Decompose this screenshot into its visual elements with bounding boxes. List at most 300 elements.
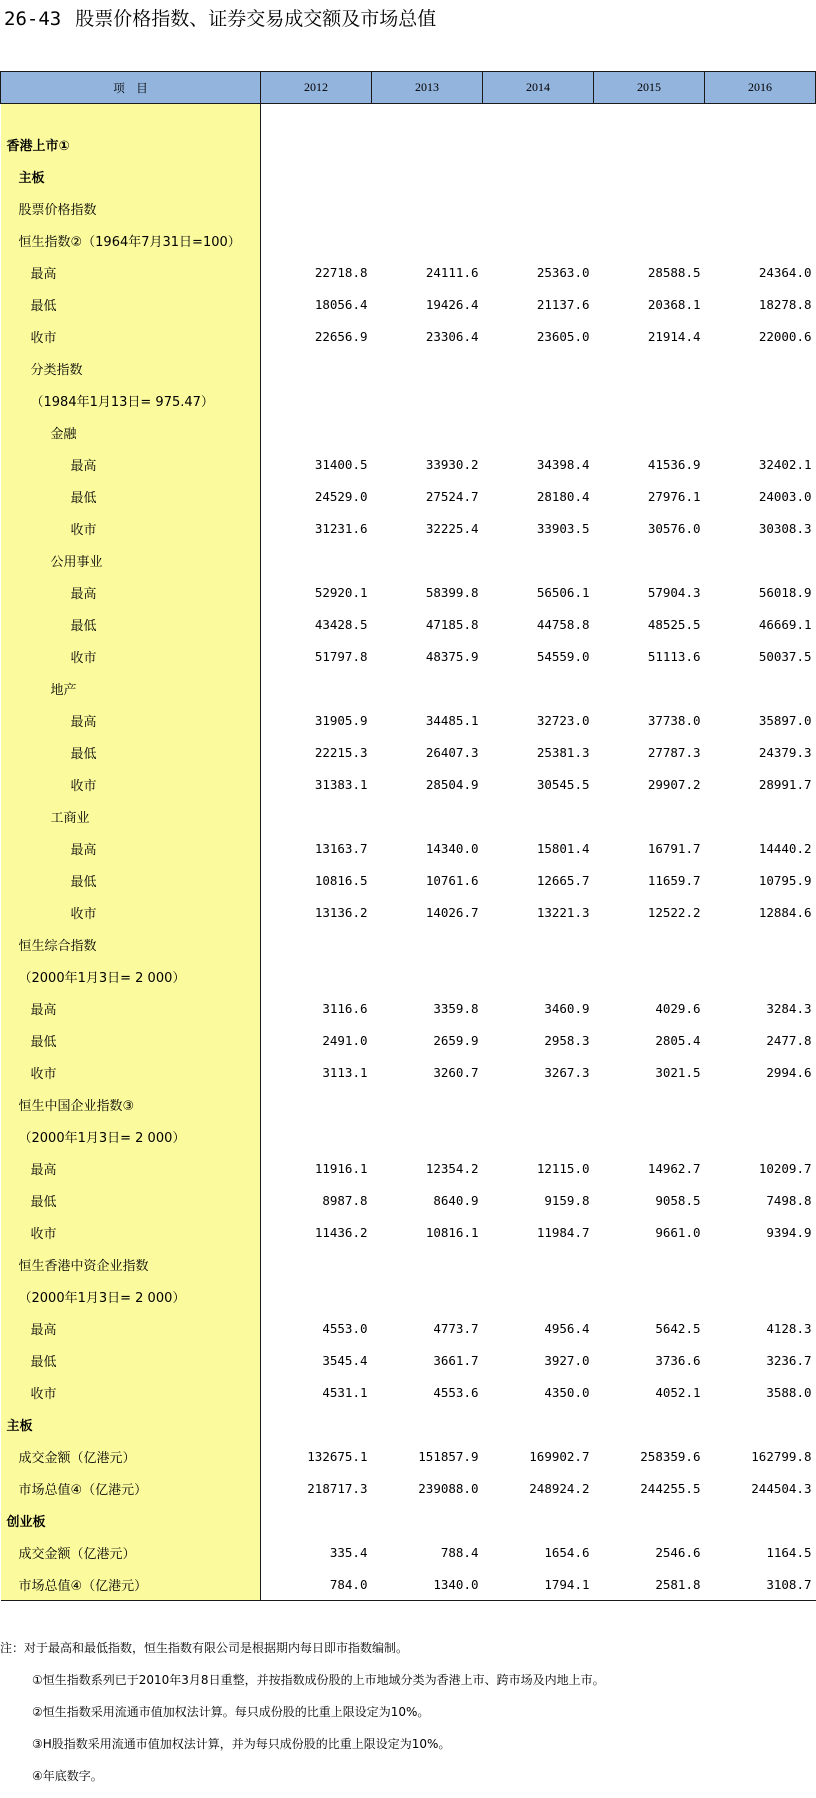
value-cell [483, 1248, 594, 1280]
value-cell: 4052.1 [655, 1384, 701, 1400]
table-row [1, 1216, 816, 1248]
table-row [1, 928, 816, 960]
value-cell: 56018.9 [758, 584, 812, 600]
page-title [4, 4, 436, 31]
value-cell: 2994.6 [766, 1064, 812, 1080]
value-cell: 4029.6 [655, 1000, 701, 1016]
value-cell [372, 160, 483, 192]
value-cell: 2805.4 [655, 1032, 701, 1048]
table-row [1, 1408, 816, 1440]
value-cell: 4773.7 [433, 1320, 479, 1336]
value-cell: 51797.8 [314, 648, 368, 664]
table-row [1, 192, 816, 224]
table-row [1, 992, 816, 1024]
row-label: （2000年1月3日= 2 000） [1, 960, 261, 992]
value-cell: 3661.7 [433, 1352, 479, 1368]
value-cell: 23306.4 [425, 328, 479, 344]
value-cell [483, 160, 594, 192]
header-year-2015: 2015 [594, 72, 705, 104]
table-row [1, 672, 816, 704]
value-cell: 4350.0 [544, 1384, 590, 1400]
value-cell [594, 960, 705, 992]
value-cell [705, 128, 816, 160]
value-cell: 9394.9 [766, 1224, 812, 1240]
value-cell [705, 1280, 816, 1312]
value-cell: 27524.7 [425, 488, 479, 504]
footnote-4: ④年底数字。 [32, 1769, 103, 1783]
value-cell [372, 960, 483, 992]
value-cell [483, 224, 594, 256]
spacer-label-cell [1, 104, 261, 129]
value-cell [261, 1504, 372, 1536]
value-cell [705, 416, 816, 448]
value-cell: 3260.7 [433, 1064, 479, 1080]
row-label: 恒生香港中资企业指数 [1, 1248, 261, 1280]
table-row [1, 448, 816, 480]
value-cell [594, 192, 705, 224]
value-cell: 21914.4 [647, 328, 701, 344]
table-row [1, 1312, 816, 1344]
spacer-cell [483, 104, 594, 129]
value-cell [483, 128, 594, 160]
value-cell: 30545.5 [536, 776, 590, 792]
spacer-cell [261, 104, 372, 129]
value-cell: 37738.0 [647, 712, 701, 728]
value-cell: 244255.5 [640, 1480, 701, 1496]
value-cell: 3116.6 [322, 1000, 368, 1016]
value-cell [594, 544, 705, 576]
value-cell [483, 1120, 594, 1152]
value-cell: 32402.1 [758, 456, 812, 472]
value-cell: 22718.8 [314, 264, 368, 280]
value-cell: 14340.0 [425, 840, 479, 856]
row-label: 最低 [1, 1024, 261, 1056]
row-label: 分类指数 [1, 352, 261, 384]
value-cell [705, 1408, 816, 1440]
value-cell: 3460.9 [544, 1000, 590, 1016]
value-cell: 10761.6 [425, 872, 479, 888]
header-item: 项 目 [1, 72, 261, 104]
value-cell: 8640.9 [433, 1192, 479, 1208]
value-cell: 3021.5 [655, 1064, 701, 1080]
value-cell: 29907.2 [647, 776, 701, 792]
value-cell: 54559.0 [536, 648, 590, 664]
row-label: 香港上市① [1, 128, 261, 160]
value-cell [594, 672, 705, 704]
table-row [1, 160, 816, 192]
value-cell [261, 1248, 372, 1280]
value-cell [372, 544, 483, 576]
value-cell: 5642.5 [655, 1320, 701, 1336]
value-cell [261, 352, 372, 384]
value-cell: 57904.3 [647, 584, 701, 600]
value-cell: 25363.0 [536, 264, 590, 280]
value-cell: 19426.4 [425, 296, 479, 312]
row-label: 市场总值④（亿港元） [1, 1568, 261, 1601]
table-row [1, 512, 816, 544]
value-cell [594, 224, 705, 256]
value-cell: 11659.7 [647, 872, 701, 888]
row-label: 收市 [1, 1056, 261, 1088]
value-cell: 9159.8 [544, 1192, 590, 1208]
value-cell [594, 800, 705, 832]
row-label: 收市 [1, 1376, 261, 1408]
value-cell: 34398.4 [536, 456, 590, 472]
header-row [1, 72, 816, 104]
value-cell: 33903.5 [536, 520, 590, 536]
value-cell [261, 224, 372, 256]
value-cell: 10209.7 [758, 1160, 812, 1176]
value-cell: 10816.1 [425, 1224, 479, 1240]
table-row [1, 832, 816, 864]
value-cell: 14962.7 [647, 1160, 701, 1176]
value-cell: 10795.9 [758, 872, 812, 888]
row-label: 最低 [1, 1184, 261, 1216]
value-cell [594, 1120, 705, 1152]
value-cell: 13221.3 [536, 904, 590, 920]
value-cell [594, 352, 705, 384]
table-row [1, 320, 816, 352]
value-cell: 21137.6 [536, 296, 590, 312]
value-cell [372, 800, 483, 832]
value-cell: 47185.8 [425, 616, 479, 632]
row-label: 最低 [1, 1344, 261, 1376]
value-cell: 4553.0 [322, 1320, 368, 1336]
value-cell: 28991.7 [758, 776, 812, 792]
value-cell: 31383.1 [314, 776, 368, 792]
spacer-cell [372, 104, 483, 129]
table-row [1, 384, 816, 416]
table-row [1, 1056, 816, 1088]
row-label: 主板 [1, 1408, 261, 1440]
row-label: 恒生综合指数 [1, 928, 261, 960]
value-cell [483, 800, 594, 832]
value-cell [705, 160, 816, 192]
value-cell [261, 128, 372, 160]
table-row [1, 224, 816, 256]
value-cell: 24529.0 [314, 488, 368, 504]
header-year-2013: 2013 [372, 72, 483, 104]
value-cell [372, 224, 483, 256]
value-cell: 35897.0 [758, 712, 812, 728]
row-label: 股票价格指数 [1, 192, 261, 224]
value-cell: 18278.8 [758, 296, 812, 312]
value-cell [483, 672, 594, 704]
value-cell: 31905.9 [314, 712, 368, 728]
value-cell [705, 960, 816, 992]
spacer-row [1, 104, 816, 129]
value-cell [261, 800, 372, 832]
row-label: 最高 [1, 1312, 261, 1344]
header-year-2014: 2014 [483, 72, 594, 104]
value-cell [483, 928, 594, 960]
table-row [1, 640, 816, 672]
value-cell: 1340.0 [372, 1568, 483, 1601]
value-cell: 3927.0 [544, 1352, 590, 1368]
row-label: 主板 [1, 160, 261, 192]
value-cell [705, 192, 816, 224]
table-row [1, 1504, 816, 1536]
value-cell: 23605.0 [536, 328, 590, 344]
value-cell [594, 160, 705, 192]
row-label: 地产 [1, 672, 261, 704]
value-cell [705, 384, 816, 416]
row-label: 收市 [1, 640, 261, 672]
value-cell [372, 384, 483, 416]
table-row [1, 704, 816, 736]
table-row [1, 736, 816, 768]
value-cell [372, 192, 483, 224]
row-label: （2000年1月3日= 2 000） [1, 1280, 261, 1312]
value-cell: 11436.2 [314, 1224, 368, 1240]
spacer-cell [594, 104, 705, 129]
value-cell: 48375.9 [425, 648, 479, 664]
table-row [1, 960, 816, 992]
value-cell: 3236.7 [766, 1352, 812, 1368]
value-cell [261, 928, 372, 960]
value-cell [483, 1408, 594, 1440]
row-label: 收市 [1, 320, 261, 352]
value-cell [594, 1504, 705, 1536]
row-label: 最低 [1, 736, 261, 768]
value-cell: 15801.4 [536, 840, 590, 856]
value-cell [372, 1248, 483, 1280]
value-cell: 9661.0 [655, 1224, 701, 1240]
value-cell [261, 960, 372, 992]
value-cell: 22000.6 [758, 328, 812, 344]
value-cell: 24379.3 [758, 744, 812, 760]
value-cell: 14440.2 [758, 840, 812, 856]
value-cell: 25381.3 [536, 744, 590, 760]
value-cell [705, 1248, 816, 1280]
value-cell: 52920.1 [314, 584, 368, 600]
value-cell: 2491.0 [322, 1032, 368, 1048]
value-cell [594, 416, 705, 448]
row-label: 恒生中国企业指数③ [1, 1088, 261, 1120]
value-cell: 28504.9 [425, 776, 479, 792]
value-cell: 335.4 [329, 1544, 368, 1560]
row-label: 最低 [1, 480, 261, 512]
value-cell: 1654.6 [544, 1544, 590, 1560]
value-cell: 22656.9 [314, 328, 368, 344]
value-cell [483, 960, 594, 992]
value-cell: 26407.3 [425, 744, 479, 760]
value-cell: 50037.5 [758, 648, 812, 664]
value-cell: 43428.5 [314, 616, 368, 632]
value-cell [483, 352, 594, 384]
value-cell: 11916.1 [314, 1160, 368, 1176]
value-cell: 27976.1 [647, 488, 701, 504]
row-label: 最高 [1, 448, 261, 480]
value-cell: 46669.1 [758, 616, 812, 632]
table-row [1, 1248, 816, 1280]
value-cell: 218717.3 [307, 1480, 368, 1496]
value-cell: 24364.0 [758, 264, 812, 280]
row-label: 最低 [1, 288, 261, 320]
value-cell [261, 1088, 372, 1120]
value-cell: 2546.6 [655, 1544, 701, 1560]
value-cell: 27787.3 [647, 744, 701, 760]
table-row [1, 1280, 816, 1312]
value-cell: 34485.1 [425, 712, 479, 728]
value-cell: 3284.3 [766, 1000, 812, 1016]
table-row [1, 1536, 816, 1568]
header-year-2012: 2012 [261, 72, 372, 104]
value-cell: 3267.3 [544, 1064, 590, 1080]
value-cell: 28180.4 [536, 488, 590, 504]
table-number: 26-43 [4, 8, 62, 30]
value-cell [483, 384, 594, 416]
value-cell: 32723.0 [536, 712, 590, 728]
value-cell: 1794.1 [483, 1568, 594, 1601]
value-cell [372, 416, 483, 448]
value-cell [705, 1504, 816, 1536]
row-label: 收市 [1, 896, 261, 928]
row-label: 工商业 [1, 800, 261, 832]
value-cell [705, 800, 816, 832]
value-cell: 151857.9 [418, 1448, 479, 1464]
value-cell: 10816.5 [314, 872, 368, 888]
value-cell: 169902.7 [529, 1448, 590, 1464]
value-cell [705, 224, 816, 256]
table-row [1, 544, 816, 576]
value-cell: 56506.1 [536, 584, 590, 600]
row-label: （1984年1月13日= 975.47） [1, 384, 261, 416]
value-cell: 162799.8 [751, 1448, 812, 1464]
row-label: （2000年1月3日= 2 000） [1, 1120, 261, 1152]
row-label: 公用事业 [1, 544, 261, 576]
table-body [1, 104, 816, 1601]
value-cell [372, 1280, 483, 1312]
value-cell: 4956.4 [544, 1320, 590, 1336]
table-row [1, 1440, 816, 1472]
value-cell: 14026.7 [425, 904, 479, 920]
value-cell: 8987.8 [322, 1192, 368, 1208]
value-cell: 12884.6 [758, 904, 812, 920]
table-row [1, 1024, 816, 1056]
row-label: 最低 [1, 864, 261, 896]
value-cell: 31231.6 [314, 520, 368, 536]
value-cell [372, 1120, 483, 1152]
value-cell: 18056.4 [314, 296, 368, 312]
value-cell [483, 544, 594, 576]
table-row [1, 1120, 816, 1152]
value-cell [594, 384, 705, 416]
value-cell [483, 416, 594, 448]
value-cell: 22215.3 [314, 744, 368, 760]
value-cell: 3108.7 [705, 1568, 816, 1601]
value-cell: 28588.5 [647, 264, 701, 280]
table-row [1, 608, 816, 640]
value-cell: 2581.8 [594, 1568, 705, 1601]
table-row [1, 256, 816, 288]
value-cell [372, 928, 483, 960]
value-cell: 4128.3 [766, 1320, 812, 1336]
table-row [1, 576, 816, 608]
value-cell: 31400.5 [314, 456, 368, 472]
value-cell: 248924.2 [529, 1480, 590, 1496]
table-row [1, 416, 816, 448]
row-label: 最高 [1, 256, 261, 288]
table-row [1, 128, 816, 160]
value-cell: 132675.1 [307, 1448, 368, 1464]
value-cell [372, 128, 483, 160]
value-cell: 12665.7 [536, 872, 590, 888]
value-cell [483, 1088, 594, 1120]
row-label: 收市 [1, 512, 261, 544]
value-cell: 33930.2 [425, 456, 479, 472]
value-cell: 16791.7 [647, 840, 701, 856]
table-row [1, 1184, 816, 1216]
value-cell [372, 1408, 483, 1440]
value-cell: 48525.5 [647, 616, 701, 632]
value-cell [372, 352, 483, 384]
value-cell [594, 1280, 705, 1312]
table-row [1, 800, 816, 832]
value-cell [261, 192, 372, 224]
value-cell [705, 1088, 816, 1120]
footnote-2: ②恒生指数采用流通市值加权法计算。每只成份股的比重上限设定为10%。 [32, 1705, 430, 1719]
row-label: 收市 [1, 1216, 261, 1248]
value-cell: 3359.8 [433, 1000, 479, 1016]
value-cell [705, 1120, 816, 1152]
table-row [1, 1376, 816, 1408]
value-cell: 4553.6 [433, 1384, 479, 1400]
value-cell [261, 672, 372, 704]
value-cell: 7498.8 [766, 1192, 812, 1208]
row-label: 创业板 [1, 1504, 261, 1536]
value-cell [372, 1504, 483, 1536]
value-cell [594, 1408, 705, 1440]
table-row [1, 768, 816, 800]
value-cell: 24111.6 [425, 264, 479, 280]
footnote-1: ①恒生指数系列已于2010年3月8日重整，并按指数成份股的上市地域分类为香港上市、跨市场及内地上市。 [32, 1673, 605, 1687]
row-label: 最高 [1, 992, 261, 1024]
value-cell [261, 160, 372, 192]
value-cell [483, 192, 594, 224]
value-cell [483, 1280, 594, 1312]
value-cell [372, 672, 483, 704]
value-cell: 24003.0 [758, 488, 812, 504]
value-cell: 4531.1 [322, 1384, 368, 1400]
value-cell [594, 128, 705, 160]
value-cell: 784.0 [261, 1568, 372, 1601]
table-row [1, 288, 816, 320]
value-cell: 2477.8 [766, 1032, 812, 1048]
footnote-main: 注：对于最高和最低指数，恒生指数有限公司是根据期内每日即市指数编制。 [0, 1641, 409, 1655]
value-cell [594, 1088, 705, 1120]
value-cell [705, 352, 816, 384]
header-year-2016: 2016 [705, 72, 816, 104]
row-label: 最低 [1, 608, 261, 640]
value-cell [594, 1248, 705, 1280]
value-cell: 1164.5 [766, 1544, 812, 1560]
spacer-cell [705, 104, 816, 129]
value-cell [705, 544, 816, 576]
value-cell: 244504.3 [751, 1480, 812, 1496]
value-cell: 11984.7 [536, 1224, 590, 1240]
value-cell: 258359.6 [640, 1448, 701, 1464]
value-cell [261, 1120, 372, 1152]
value-cell: 2659.9 [433, 1032, 479, 1048]
value-cell: 9058.5 [655, 1192, 701, 1208]
value-cell: 3545.4 [322, 1352, 368, 1368]
row-label: 最高 [1, 1152, 261, 1184]
value-cell: 30576.0 [647, 520, 701, 536]
table-row [1, 1568, 816, 1601]
value-cell [261, 1408, 372, 1440]
table-row [1, 1152, 816, 1184]
